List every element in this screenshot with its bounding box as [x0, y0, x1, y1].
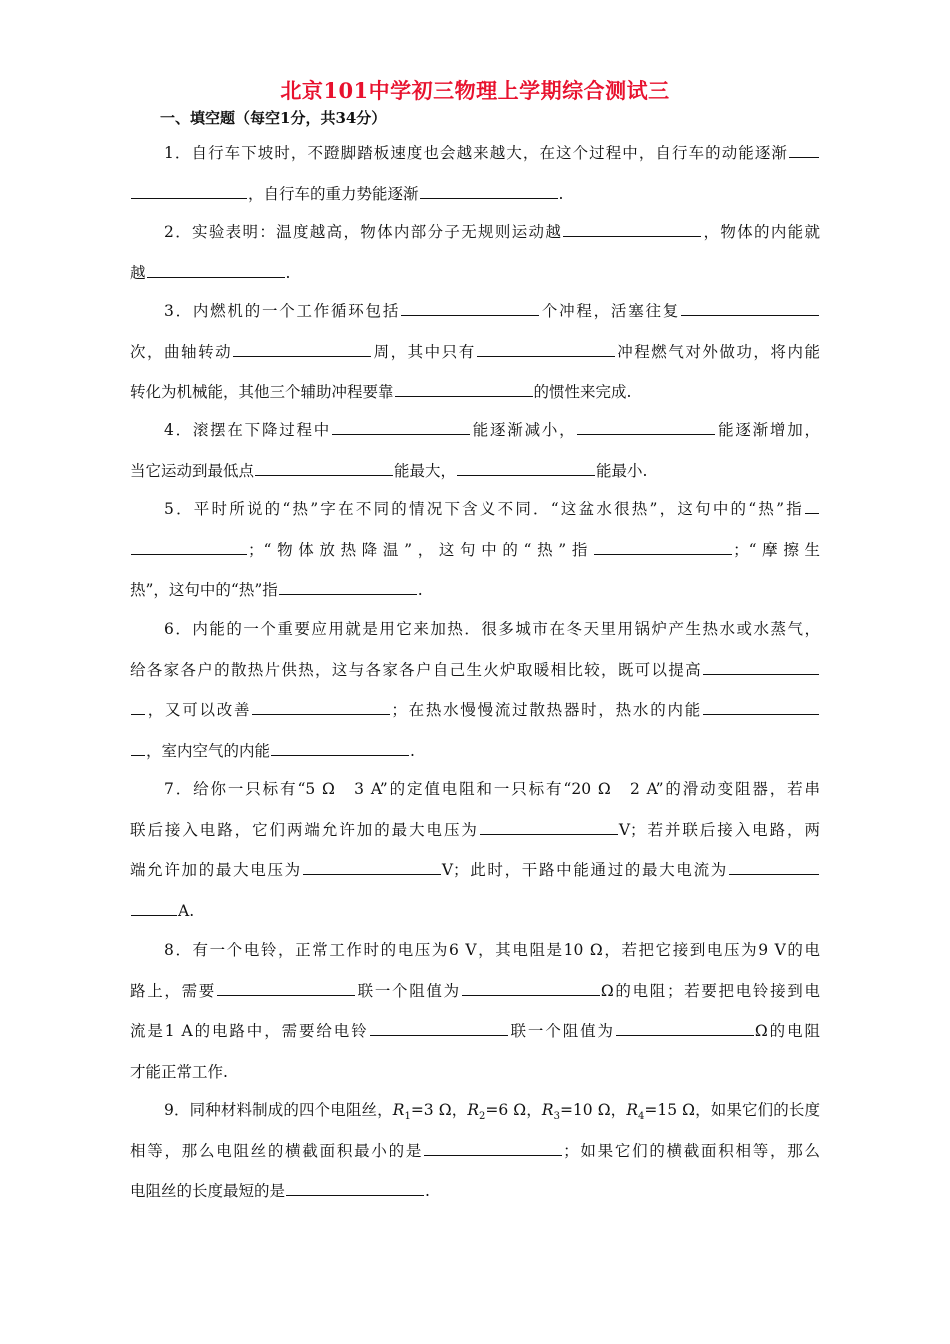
section-heading: 一、填空题（每空1分，共34分）: [160, 109, 387, 127]
answer-blank[interactable]: [729, 850, 819, 875]
answer-blank[interactable]: [131, 731, 145, 756]
question-3-line-1: 3．内燃机的一个工作循环包括 个冲程，活塞往复: [130, 291, 820, 332]
answer-blank[interactable]: [370, 1011, 508, 1036]
question-8-line-2: 路上，需要 联一个阻值为 Ω的电阻；若要把电铃接到电: [130, 971, 820, 1012]
question-5-line-1: 5．平时所说的“热”字在不同的情况下含义不同．“这盆水很热”，这句中的“热”指: [130, 489, 820, 530]
answer-blank[interactable]: [563, 212, 701, 237]
question-1: [130, 133, 820, 214]
question-5-line-2: ；“物体放热降温”，这句中的“热”指 ；“摩擦生: [130, 530, 820, 571]
answer-blank[interactable]: [681, 291, 819, 316]
answer-blank[interactable]: [424, 1131, 562, 1156]
page-title: 北京101中学初三物理上学期综合测试三: [280, 78, 670, 103]
answer-blank[interactable]: [233, 332, 371, 357]
answer-blank[interactable]: [131, 690, 145, 715]
answer-blank[interactable]: [131, 174, 247, 199]
question-3-line-3: 转化为机械能，其他三个辅助冲程要靠 的惯性来完成.: [130, 372, 820, 413]
answer-blank[interactable]: [131, 891, 177, 916]
answer-blank[interactable]: [286, 1171, 424, 1196]
answer-blank[interactable]: [252, 690, 390, 715]
answer-blank[interactable]: [395, 372, 533, 397]
answer-blank[interactable]: [594, 530, 732, 555]
answer-blank[interactable]: [303, 850, 441, 875]
question-9-line-3: 电阻丝的长度最短的是 .: [130, 1171, 820, 1212]
question-2-line-1: 2．实验表明：温度越高，物体内部分子无规则运动越 ，物体的内能就: [130, 212, 820, 253]
answer-blank[interactable]: [462, 971, 600, 996]
answer-blank[interactable]: [420, 174, 558, 199]
question-3-line-2: 次，曲轴转动 周，其中只有 冲程燃气对外做功，将内能: [130, 332, 820, 373]
answer-blank[interactable]: [401, 291, 539, 316]
question-8-line-3: 流是1 A的电路中，需要给电铃 联一个阻值为 Ω的电阻: [130, 1011, 820, 1052]
question-4-line-1: 4．滚摆在下降过程中 能逐渐减小， 能逐渐增加，: [130, 410, 820, 451]
answer-blank[interactable]: [577, 410, 715, 435]
question-7-line-3: 端允许加的最大电压为 V；此时，干路中能通过的最大电流为: [130, 850, 820, 891]
question-6-line-2: 给各家各户的散热片供热，这与各家各户自己生火炉取暖相比较，既可以提高: [130, 650, 820, 691]
answer-blank[interactable]: [480, 810, 618, 835]
answer-blank[interactable]: [255, 451, 393, 476]
question-9: [130, 1090, 820, 1212]
answer-blank[interactable]: [332, 410, 470, 435]
question-7: [130, 769, 820, 931]
question-8-line-1: 8．有一个电铃，正常工作时的电压为6 V，其电阻是10 Ω，若把它接到电压为9 V的电: [164, 941, 820, 959]
question-9-line-1: 9．同种材料制成的四个电阻丝，$R_1=3$ Ω，$R_2=6$ Ω，$R_3=10$ Ω，$R_4=15$ Ω，如果它们的长度: [164, 1101, 820, 1123]
answer-blank[interactable]: [131, 530, 247, 555]
question-6-line-1: 6．内能的一个重要应用就是用它来加热．很多城市在冬天里用锅炉产生热水或水蒸气，: [164, 620, 820, 638]
answer-blank[interactable]: [805, 489, 819, 514]
answer-blank[interactable]: [147, 253, 285, 278]
answer-blank[interactable]: [616, 1011, 754, 1036]
question-2-line-2: 越 .: [130, 253, 820, 294]
question-1-line-1: 1．自行车下坡时，不蹬脚踏板速度也会越来越大，在这个过程中，自行车的动能逐渐: [130, 133, 820, 174]
answer-blank[interactable]: [703, 650, 819, 675]
question-1-line-2: ，自行车的重力势能逐渐 .: [130, 174, 820, 215]
question-6-line-3: ，又可以改善 ；在热水慢慢流过散热器时，热水的内能: [130, 690, 820, 731]
question-7-line-2: 联后接入电路，它们两端允许加的最大电压为 V；若并联后接入电路，两: [130, 810, 820, 851]
answer-blank[interactable]: [789, 133, 819, 158]
question-5-line-3: 热”，这句中的“热”指 .: [130, 570, 820, 611]
question-5: [130, 489, 820, 611]
answer-blank[interactable]: [279, 570, 417, 595]
answer-blank[interactable]: [703, 690, 819, 715]
question-3: [130, 291, 820, 413]
question-9-line-2: 相等，那么电阻丝的横截面积最小的是 ；如果它们的横截面积相等，那么: [130, 1131, 820, 1172]
answer-blank[interactable]: [271, 731, 409, 756]
question-7-line-4: A.: [130, 891, 820, 932]
question-6-line-4: ，室内空气的内能 .: [130, 731, 820, 772]
question-4: [130, 410, 820, 491]
question-8-line-4: 才能正常工作.: [130, 1062, 228, 1081]
question-2: [130, 212, 820, 293]
answer-blank[interactable]: [217, 971, 355, 996]
answer-blank[interactable]: [457, 451, 595, 476]
question-4-line-2: 当它运动到最低点 能最大， 能最小.: [130, 451, 820, 492]
question-7-line-1: 7．给你一只标有“5 Ω 3 A”的定值电阻和一只标有“20 Ω 2 A”的滑动变阻器，若串: [164, 780, 820, 798]
answer-blank[interactable]: [477, 332, 615, 357]
question-6: [130, 609, 820, 771]
question-8: [130, 930, 820, 1092]
